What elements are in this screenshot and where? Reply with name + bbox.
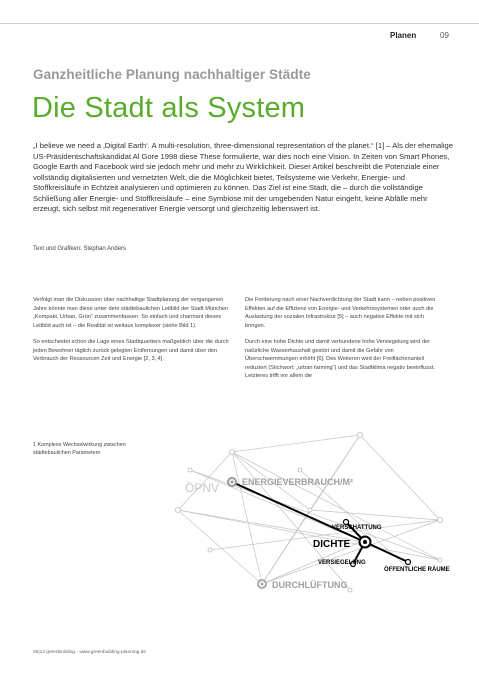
node-dichte	[360, 537, 371, 548]
figure-caption: 1 Komplexe Wechselwirkung zwischen städtebaulichen Parametern	[33, 442, 126, 456]
article-kicker: Ganzheitliche Planung nachhaltiger Städte	[33, 67, 311, 82]
header-rule	[0, 23, 479, 24]
lead-paragraph: „I believe we need a ‚Digital Earth‘. A multi-resolution, three-dimensional representation of the planet.“ [1] – Als der ehemalige US-Präsidentschaftskandidat Al Gore 1998 diese These formulierte, war dies noch eine Vision. In Zeiten von Smart Phones, Google Earth and Facebook wird sie jedoch mehr und mehr zu Wirklichkeit. Dieser Artikel beschreibt die Potenziale einer vollständig digitalisierten und vernetzten Welt, die die Möglichkeit bietet, Teilsysteme wie Verkehr, Energie- und Stoffkreisläufe in Echtzeit analysieren und optimieren zu können. Das Ziel ist eine Stadt, die – durch die vollständige Schließung aller Energie- und Stoffkreisläufe – eine Symbiose mit der umgebenden Natur eingeht, keine Abfälle mehr erzeugt, sich selbst mit regenerativer Energie versorgt und gleichzeitig lebenswert ist.	[33, 141, 453, 213]
body-paragraph: So entscheidet schon die Lage eines Stadtquartiers maßgeblich über die durch jeden Bewohner täglich zurück gelegten Entfernungen und damit über den Verbrauch der Ressourcen Zeit und Energie [2, 3, 4].	[33, 339, 229, 362]
strong-connections	[232, 482, 408, 564]
network-diagram	[150, 430, 450, 610]
label-dichte: DICHTE	[313, 539, 351, 550]
body-paragraph: Durch eine hohe Dichte und damit verbundene hohe Versiegelung wird der natürliche Wasserhaushalt gestört und damit die Gefahr von Überschwemmungen erhöht [6]. Des Weiteren wird der Freiflächenanteil reduziert (Stichwort: „urban farming“) und das Stadtklima negativ beeinflusst. Letzteres trifft vor allem die	[245, 339, 435, 379]
body-paragraph: Die Forderung nach einer Nachverdichtung der Stadt kann – neben positiven Effekten auf die Effizienz von Energie- und Verkehrssystemen oder auch die Auslastung der sozialen Infrastruktur [5] – auch negative Effekte mit sich bringen.	[245, 297, 436, 329]
author-credit: Text und Grafiken: Stephan Anders	[33, 246, 127, 252]
page-number: 09	[440, 31, 449, 40]
footer: 06|13 greenbuilding · www.greenbuilding-planning.de	[33, 650, 146, 655]
label-verschattung: VERSCHATTUNG	[332, 525, 382, 531]
article-title: Die Stadt als System	[32, 92, 306, 124]
label-oeffentliche-raeume: ÖFFENTLICHE RÄUME	[384, 567, 450, 573]
label-oepnv: ÖPNV	[185, 481, 220, 495]
node-durchlueftung	[258, 580, 266, 588]
node-verschattung	[344, 520, 349, 525]
node-oeffentliche-raeume	[406, 560, 411, 565]
article-lead	[33, 141, 453, 215]
body-column-right	[245, 296, 445, 389]
label-durchlueftung: DURCHLÜFTUNG	[272, 580, 348, 590]
node-energie	[228, 478, 236, 486]
label-energie: ENERGIEVERBRAUCH/M²	[242, 477, 354, 487]
body-column-left	[33, 296, 233, 372]
label-versiegelung: VERSIEGELUNG	[318, 560, 366, 566]
section-label: Planen	[390, 31, 417, 40]
body-paragraph: Verfolgt man die Diskussion über nachhaltige Stadtplanung der vergangenen Jahre könnte man diese unter dem städtebaulichen Leitbild der Stadt München „Kompakt, Urban, Grün“ zusammenfassen. So einfach und charmant dieses Leitbild auch ist – die Realität ist weitaus komplexer (siehe Bild 1).	[33, 297, 229, 329]
